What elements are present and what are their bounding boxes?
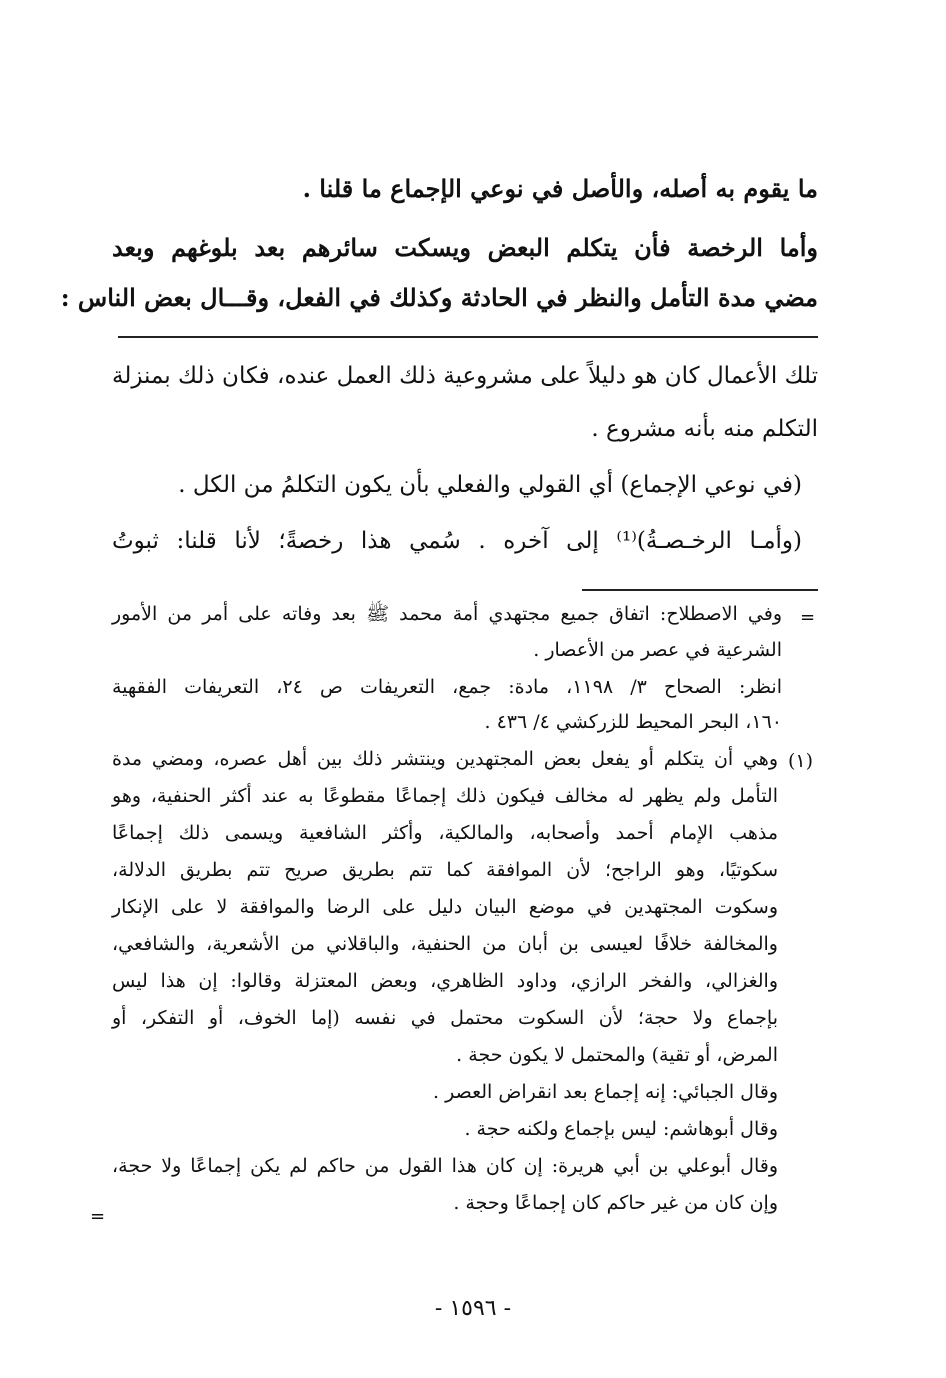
footnote-line: المرض، أو تقية) والمحتمل لا يكون حجة . [456,1044,778,1066]
footnote-line: وقال أبوعلي بن أبي هريرة: إن كان هذا القول من حاكم لم يكن إجماعًا ولا حجة، [112,1155,778,1177]
footnote-line: ١٦٠، البحر المحيط للزركشي ٤/ ٤٣٦ . [484,711,782,733]
footnote-line: وقال الجبائي: إنه إجماع بعد انقراض العصر . [433,1081,778,1103]
footnote-line: وفي الاصطلاح: اتفاق جميع مجتهدي أمة محمد ﷺ بعد وفاته على أمر من الأمور [112,603,782,625]
footnote-line: انظر: الصحاح ٣/ ١١٩٨، مادة: جمع، التعريفات ص ٢٤، التعريفات الفقهية [112,676,782,698]
footnote-line: الشرعية في عصر من الأعصار . [533,639,782,661]
commentary-line: تلك الأعمال كان هو دليلاً على مشروعية ذلك العمل عنده، فكان ذلك بمنزلة [112,363,818,389]
footnote-line: سكوتيًا، وهو الراجح؛ لأن الموافقة كما تتم بطريق صريح تتم بطريق الدلالة، [112,859,778,881]
footnote-line: والمخالفة خلافًا لعيسى بن أبان من الحنفية، والباقلاني من الأشعرية، والشافعي، [112,933,778,955]
footnote-line: بإجماع ولا حجة؛ لأن السكوت محتمل في نفسه (إما الخوف، أو التفكر، أو [112,1007,778,1029]
main-text-line: وأما الرخصة فأن يتكلم البعض ويسكت سائرهم بعد بلوغهم وبعد [112,233,818,262]
footnote-line: وهي أن يتكلم أو يفعل بعض المجتهدين وينتشر ذلك بين أهل عصره، ومضي مدة [112,748,778,770]
footnote-line: التأمل ولم يظهر له مخالف فيكون ذلك إجماعًا مقطوعًا به عند أكثر الحنفية، وهو [112,785,778,807]
footnote-line: وقال أبوهاشم: ليس بإجماع ولكنه حجة . [464,1118,778,1140]
footnote-number: (١) [788,750,814,772]
page-number: - ١٥٩٦ - [434,1296,512,1321]
footnote-line: والغزالي، والفخر الرازي، وداود الظاهري، وبعض المعتزلة وقالوا: إن هذا ليس [112,970,778,992]
footnote-line: وإن كان من غير حاكم كان إجماعًا وحجة . [453,1192,778,1214]
commentary-line: (وأمـا الرخـصـةُ)⁽¹⁾ إلى آخره . سُمي هذا رخصةً؛ لأنا قلنا: ثبوتُ [112,528,802,554]
trailing-continuation-marker: = [90,1206,106,1227]
commentary-line: التكلم منه بأنه مشروع . [591,416,818,442]
footnote-separator [582,589,818,591]
footnote-line: مذهب الإمام أحمد وأصحابه، والمالكية، وأكثر الشافعية ويسمى ذلك إجماعًا [112,822,778,844]
continuation-marker: = [800,607,816,628]
main-text-line: مضي مدة التأمل والنظر في الحادثة وكذلك في الفعل، وقـــال بعض الناس : [60,283,818,312]
main-text-line: ما يقوم به أصله، والأصل في نوعي الإجماع ما قلنا . [302,174,818,203]
main-text-separator [118,336,818,338]
footnote-line: وسكوت المجتهدين في موضع البيان دليل على الرضا والموافقة لا على الإنكار [112,896,778,918]
commentary-line: (في نوعي الإجماع) أي القولي والفعلي بأن يكون التكلمُ من الكل . [178,472,802,498]
